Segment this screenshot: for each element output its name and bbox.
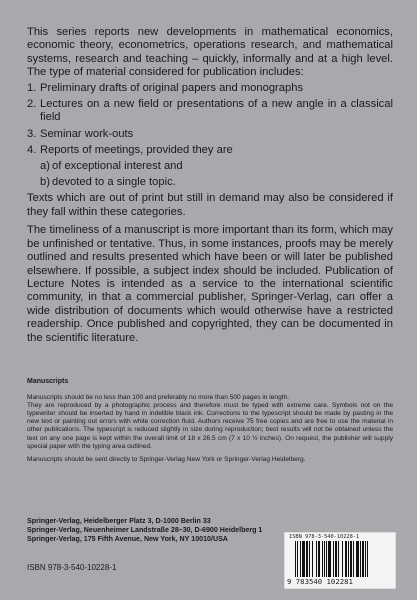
barcode-bar xyxy=(309,541,310,577)
list-item: 1. Preliminary drafts of original papers and monographs xyxy=(27,81,304,94)
barcode-bar xyxy=(316,541,317,577)
manuscripts-instructions: They are reproduced by a photographic process and therefore must be typed with extreme care. Symbols not on the typewriter should be inserted by hand in indelible black ink. Corrections to the typescript should be made by pasting in the new text or painting out errors with white correction fluid. Authors receive 75 free copies and are free to use the material in other publications. The typescript is reduced slightly in size during reproduction; best results will not be obtained unless the text on any one page is kept within the overall limit of 18 x 26.5 cm (7 x 10 ½ inches). On request, the publisher will supply special paper with the typing area outlined. xyxy=(27,402,393,450)
barcode-bar xyxy=(306,541,308,577)
barcode-bar xyxy=(302,541,305,577)
isbn-barcode xyxy=(284,532,396,589)
barcode-bar xyxy=(312,541,313,577)
barcode-bar xyxy=(342,541,343,577)
barcode-bar xyxy=(297,541,298,577)
meeting-criteria-list xyxy=(40,160,393,190)
material-list xyxy=(27,82,393,190)
barcode-bar xyxy=(318,541,320,577)
barcode-bar xyxy=(335,541,337,577)
barcode-bar xyxy=(333,541,334,577)
barcode-bar xyxy=(322,541,323,577)
barcode-bar xyxy=(365,541,366,577)
barcode-bar xyxy=(338,541,339,577)
series-description xyxy=(27,26,393,345)
list-item: 4. Reports of meetings, provided they are a) of exceptional interest and b) devoted to a single topic. xyxy=(27,144,393,189)
barcode-bar xyxy=(353,541,354,577)
manuscripts-heading: Manuscripts xyxy=(27,378,69,385)
barcode-bar xyxy=(295,541,296,577)
barcode-bar xyxy=(324,541,325,577)
address-berlin: Springer-Verlag, Heidelberger Platz 3, D-1000 Berlin 33 xyxy=(27,517,211,525)
intro-paragraph: This series reports new developments in mathematical economics, economic theory, econometrics, operations research, and mathematical systems, research and teaching – quickly, informally and at a high level. The type of material considered for publication includes: xyxy=(27,26,393,79)
barcode-bar xyxy=(356,541,359,577)
barcode-bar xyxy=(362,541,364,577)
manuscripts-length: Manuscripts should be no less than 100 and preferably no more than 500 pages in length. xyxy=(27,394,290,402)
timeliness-paragraph: The timeliness of a manuscript is more important than its form, which may be unfinished or tentative. Thus, in some instances, proofs may be merely outlined and results presented which have been or will later be published elsewhere. If possible, a subject index should be included. Publication of Lecture Notes is intended as a service to the international scientific community, in that a commercial publisher, Springer-Verlag, can offer a wide distribution of documents which would otherwise have a restricted readership. Once published and copyrighted, they can be documented in the scientific literature. xyxy=(27,224,393,344)
barcode-bar xyxy=(348,541,349,577)
barcode-bar xyxy=(326,541,327,577)
barcode-bar xyxy=(367,541,368,577)
list-item: 3. Seminar work-outs xyxy=(27,127,134,140)
barcode-bar xyxy=(360,541,361,577)
out-of-print-paragraph: Texts which are out of print but still in demand may also be considered if they fall within these categories. xyxy=(27,192,393,218)
barcode-bar xyxy=(345,541,347,577)
isbn-label: ISBN 978-3-540-10228-1 xyxy=(27,563,117,572)
manuscripts-section xyxy=(27,378,393,464)
sub-list-item: b) devoted to a single topic. xyxy=(40,176,176,189)
list-item: 2. Lectures on a new field or presentations of a new angle in a classical field xyxy=(27,98,393,124)
manuscripts-send: Manuscripts should be sent directly to Springer-Verlag New York or Springer-Verlag Heidelberg. xyxy=(27,455,306,463)
address-heidelberg: Springer-Verlag, Neuenheimer Landstraße 28–30, D-6900 Heidelberg 1 xyxy=(27,526,263,535)
address-new-york: Springer-Verlag, 175 Fifth Avenue, New York, NY 10010/USA xyxy=(27,535,228,544)
barcode-isbn-text: ISBN 978-3-540-10228-1 xyxy=(289,534,360,540)
barcode-bars xyxy=(295,541,387,577)
barcode-bar xyxy=(300,541,301,577)
barcode-bar xyxy=(350,541,352,577)
sub-list-item: a) of exceptional interest and xyxy=(40,159,183,172)
barcode-digits: 9 783540 102281 xyxy=(287,577,353,586)
barcode-bar xyxy=(328,541,331,577)
